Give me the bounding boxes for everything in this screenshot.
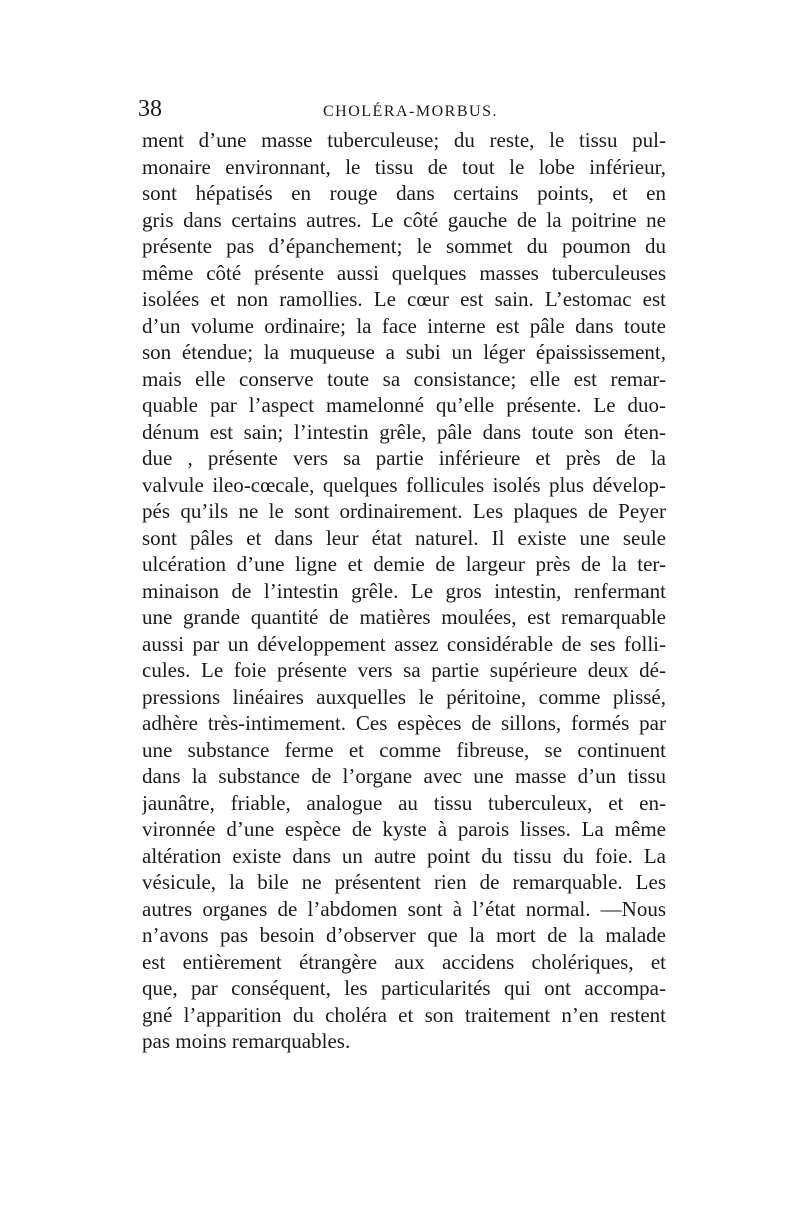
text-line: vésicule, la bile ne présentent rien de remarquable. Les: [142, 870, 666, 894]
text-line: ulcération d’une ligne et demie de largeur près de la ter-: [142, 552, 666, 576]
page-number: 38: [138, 96, 162, 122]
page-header: [138, 96, 666, 126]
text-line: due , présente vers sa partie inférieure et près de la: [142, 446, 666, 470]
text-line: monaire environnant, le tissu de tout le lobe inférieur,: [142, 154, 666, 179]
text-line: sont pâles et dans leur état naturel. Il existe une seule: [142, 525, 666, 550]
text-line: que, par conséquent, les particularités qui ont accompa-: [142, 976, 666, 1000]
text-line: gris dans certains autres. Le côté gauche de la poitrine ne: [142, 207, 666, 232]
text-line: aussi par un développement assez considérable de ses folli-: [142, 631, 666, 656]
text-line: minaison de l’intestin grêle. Le gros intestin, renfermant: [142, 578, 666, 603]
text-line: adhère très-intimement. Ces espèces de sillons, formés par: [142, 711, 666, 735]
text-line: présente pas d’épanchement; le sommet du poumon du: [142, 234, 666, 258]
text-line: pas moins remarquables.: [142, 1029, 351, 1053]
text-line: altération existe dans un autre point du tissu du foie. La: [142, 843, 666, 868]
text-line: une substance ferme et comme fibreuse, se continuent: [142, 737, 666, 762]
text-line: dans la substance de l’organe avec une masse d’un tissu: [142, 764, 666, 788]
text-line: sont hépatisés en rouge dans certains points, et en: [142, 181, 666, 205]
text-line: jaunâtre, friable, analogue au tissu tuberculeux, et en-: [142, 790, 666, 815]
text-line: isolées et non ramollies. Le cœur est sain. L’estomac est: [142, 287, 666, 311]
text-line: mais elle conserve toute sa consistance; elle est remar-: [142, 366, 666, 391]
text-line: valvule ileo-cœcale, quelques follicules isolés plus dévelop-: [142, 472, 666, 497]
text-line: son étendue; la muqueuse a subi un léger épaississement,: [142, 340, 666, 364]
body-text: [142, 127, 666, 1055]
text-line: une grande quantité de matières moulées, est remarquable: [142, 605, 666, 629]
text-line: cules. Le foie présente vers sa partie supérieure deux dé-: [142, 658, 666, 682]
text-line: ment d’une masse tuberculeuse; du reste, le tissu pul-: [142, 128, 666, 152]
text-line: pés qu’ils ne le sont ordinairement. Les plaques de Peyer: [142, 499, 666, 523]
text-line: vironnée d’une espèce de kyste à parois lisses. La même: [142, 817, 666, 841]
running-head: CHOLÉRA-MORBUS.: [323, 103, 498, 120]
text-line: est entièrement étrangère aux accidens cholériques, et: [142, 949, 666, 974]
text-line: n’avons pas besoin d’observer que la mort de la malade: [142, 923, 666, 947]
text-line: gné l’apparition du choléra et son traitement n’en restent: [142, 1002, 666, 1027]
text-line: dénum est sain; l’intestin grêle, pâle dans toute son éten-: [142, 419, 666, 444]
text-line: d’un volume ordinaire; la face interne est pâle dans toute: [142, 313, 666, 338]
text-line: même côté présente aussi quelques masses tuberculeuses: [142, 260, 666, 285]
text-line: autres organes de l’abdomen sont à l’état normal. —Nous: [142, 896, 666, 921]
text-line: quable par l’aspect mamelonné qu’elle présente. Le duo-: [142, 393, 666, 417]
text-line: pressions linéaires auxquelles le péritoine, comme plissé,: [142, 684, 666, 709]
